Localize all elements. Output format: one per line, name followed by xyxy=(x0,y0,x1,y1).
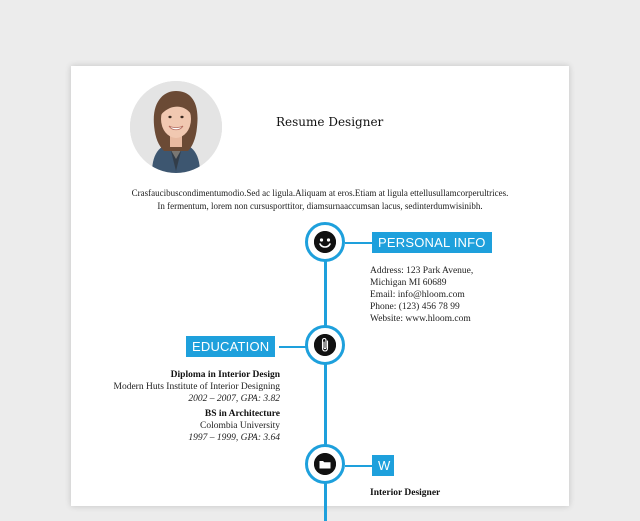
education-entry xyxy=(188,408,280,444)
summary-line: In fermentum, lorem non cursusporttitor, diamsurnaaccumsan lacus, sedinterdumwisinibh. xyxy=(157,201,483,211)
personal-info-connector xyxy=(345,242,372,244)
phone-line: Phone: (123) 456 78 99 xyxy=(370,302,460,312)
personal-info-node xyxy=(305,222,345,262)
work-connector xyxy=(345,465,372,467)
work-node xyxy=(305,444,345,484)
personal-info-heading: PERSONAL INFO xyxy=(372,232,492,253)
personal-info-details xyxy=(370,265,473,325)
summary-line: Crasfaucibuscondimentumodio.Sed ac ligula.Aliquam at eros.Etiam at ligula ettellusullamcorperultrices. xyxy=(131,188,509,198)
job-title: Resume Designer xyxy=(276,115,384,129)
work-role-title: Interior Designer xyxy=(370,488,441,498)
degree-title: Diploma in Interior Design xyxy=(170,370,280,380)
resume-page xyxy=(71,66,569,506)
website-line[interactable]: Website: www.hloom.com xyxy=(370,314,471,324)
email-line[interactable]: Email: info@hloom.com xyxy=(370,290,465,300)
education-node xyxy=(305,325,345,365)
education-connector xyxy=(279,346,307,348)
paperclip-icon xyxy=(314,334,336,356)
profile-photo xyxy=(130,81,222,173)
school-name: Colombia University xyxy=(200,421,280,431)
education-heading: EDUCATION xyxy=(186,336,275,357)
education-dates: 2002 – 2007, GPA: 3.82 xyxy=(188,394,280,404)
school-name: Modern Huts Institute of Interior Designing xyxy=(113,382,280,392)
smiley-icon xyxy=(314,231,336,253)
address-line-2: Michigan MI 60689 xyxy=(370,278,447,288)
folder-icon xyxy=(314,453,336,475)
education-dates: 1997 – 1999, GPA: 3.64 xyxy=(188,433,280,443)
profile-summary xyxy=(91,187,549,213)
address-line-1: Address: 123 Park Avenue, xyxy=(370,266,474,276)
education-entry xyxy=(114,369,281,405)
work-heading: W xyxy=(372,455,394,476)
degree-title: BS in Architecture xyxy=(204,409,280,419)
